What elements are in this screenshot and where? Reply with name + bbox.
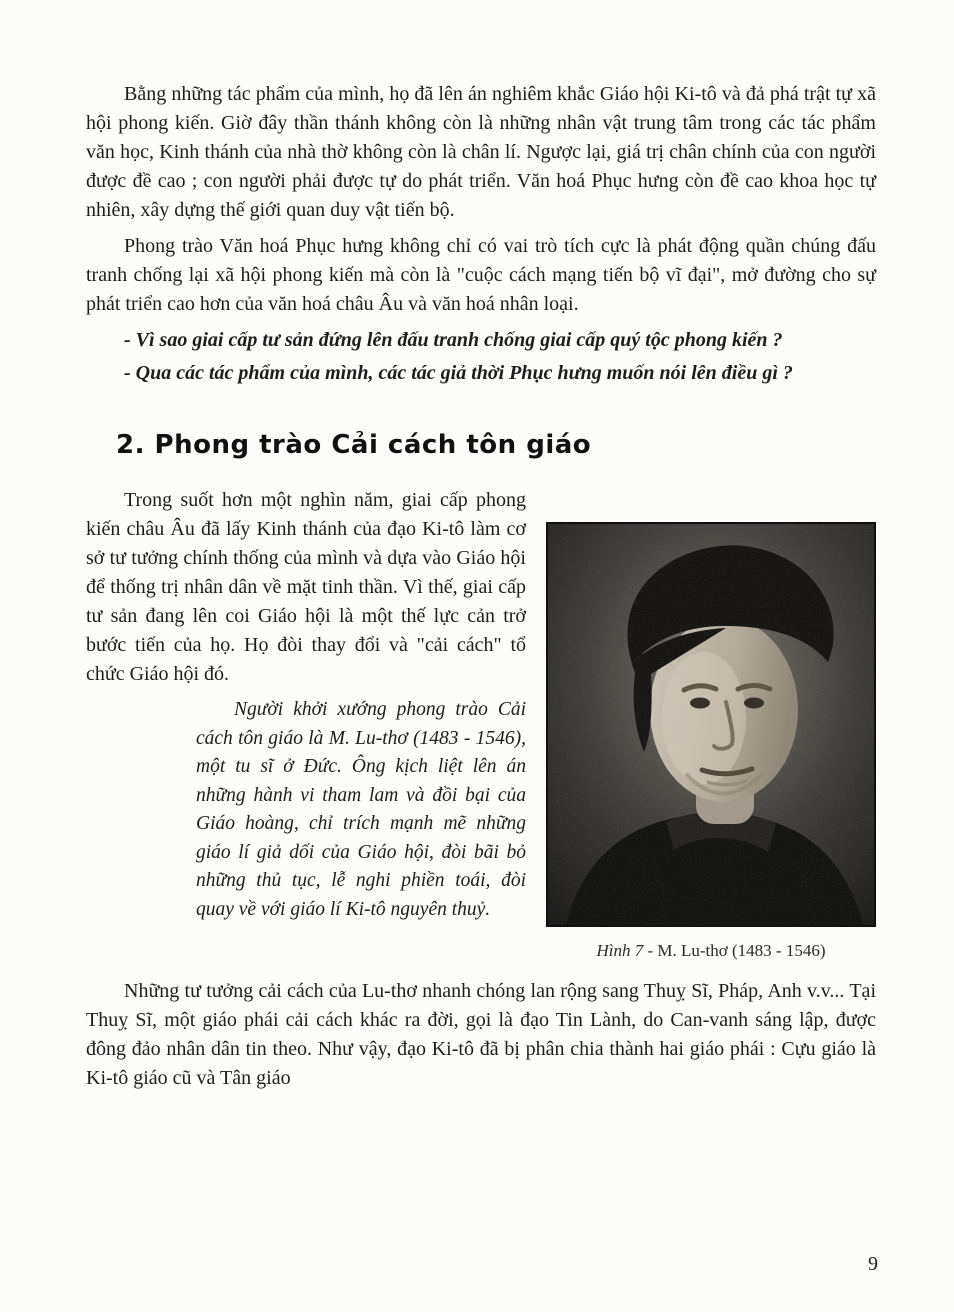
section-reform xyxy=(86,486,876,1093)
paragraph-reform-background: Trong suốt hơn một nghìn năm, giai cấp phong kiến châu Âu đã lấy Kinh thánh của đạo Ki-tô làm cơ sở tư tưởng chính thống của mình và dựa vào Giáo hội để thống trị nhân dân về mặt tinh thần. Vì thế, giai cấp tư sản đang lên coi Giáo hội là một thế lực cản trở bước tiến của họ. Họ đòi thay đổi và "cải cách" tổ chức Giáo hội đó. xyxy=(86,489,526,685)
paragraph-luther-note: Người khởi xướng phong trào Cải cách tôn giáo là M. Lu-thơ (1483 - 1546), một tu sĩ ở Đức. Ông kịch liệt lên án những hành vi tham lam và đồi bại của Giáo hoàng, chỉ trích mạnh mẽ những giáo lí giả dối của Giáo hội, đòi bãi bỏ những thủ tục, lễ nghi phiền toái, đòi quay về với giáo lí Ki-tô nguyên thuỷ. xyxy=(196,699,526,920)
page-content xyxy=(86,80,876,1093)
study-question-1: - Vì sao giai cấp tư sản đứng lên đấu tranh chống giai cấp quý tộc phong kiến ? xyxy=(124,329,783,351)
paragraph-reform-spread: Những tư tưởng cải cách của Lu-thơ nhanh chóng lan rộng sang Thuỵ Sĩ, Pháp, Anh v.v... Tại Thuỵ Sĩ, một giáo phái cải cách khác ra đời, gọi là đạo Tin Lành, do Can-vanh sáng lập, được đông đảo nhân dân tin theo. Như vậy, đạo Ki-tô đã bị phân chia thành hai giáo phái : Cựu giáo là Ki-tô giáo cũ và Tân giáo xyxy=(86,980,876,1089)
study-question-2: - Qua các tác phẩm của mình, các tác giả thời Phục hưng muốn nói lên điều gì ? xyxy=(124,362,793,384)
paragraph-renaissance-critique: Bằng những tác phẩm của mình, họ đã lên án nghiêm khắc Giáo hội Ki-tô và đả phá trật tự xã hội phong kiến. Giờ đây thần thánh không còn là những nhân vật trung tâm trong các tác phẩm văn học, Kinh thánh của nhà thờ không còn là chân lí. Ngược lại, giá trị chân chính của con người được đề cao ; con người phải được tự do phát triển. Văn hoá Phục hưng còn đề cao khoa học tự nhiên, xây dựng thế giới quan duy vật tiến bộ. xyxy=(86,83,876,221)
luther-portrait xyxy=(546,522,876,927)
section-heading: 2. Phong trào Cải cách tôn giáo xyxy=(116,430,592,460)
figure-caption-label: Hình 7 xyxy=(596,941,644,960)
page-number: 9 xyxy=(868,1253,878,1275)
figure-caption xyxy=(546,941,876,961)
figure-caption-text: - M. Lu-thơ (1483 - 1546) xyxy=(643,941,826,960)
paragraph-renaissance-role: Phong trào Văn hoá Phục hưng không chỉ có vai trò tích cực là phát động quần chúng đấu tranh chống lại xã hội phong kiến mà còn là "cuộc cách mạng tiến bộ vĩ đại", mở đường cho sự phát triển cao hơn của văn hoá châu Âu và văn hoá nhân loại. xyxy=(86,235,876,315)
luther-portrait-figure xyxy=(546,522,876,961)
